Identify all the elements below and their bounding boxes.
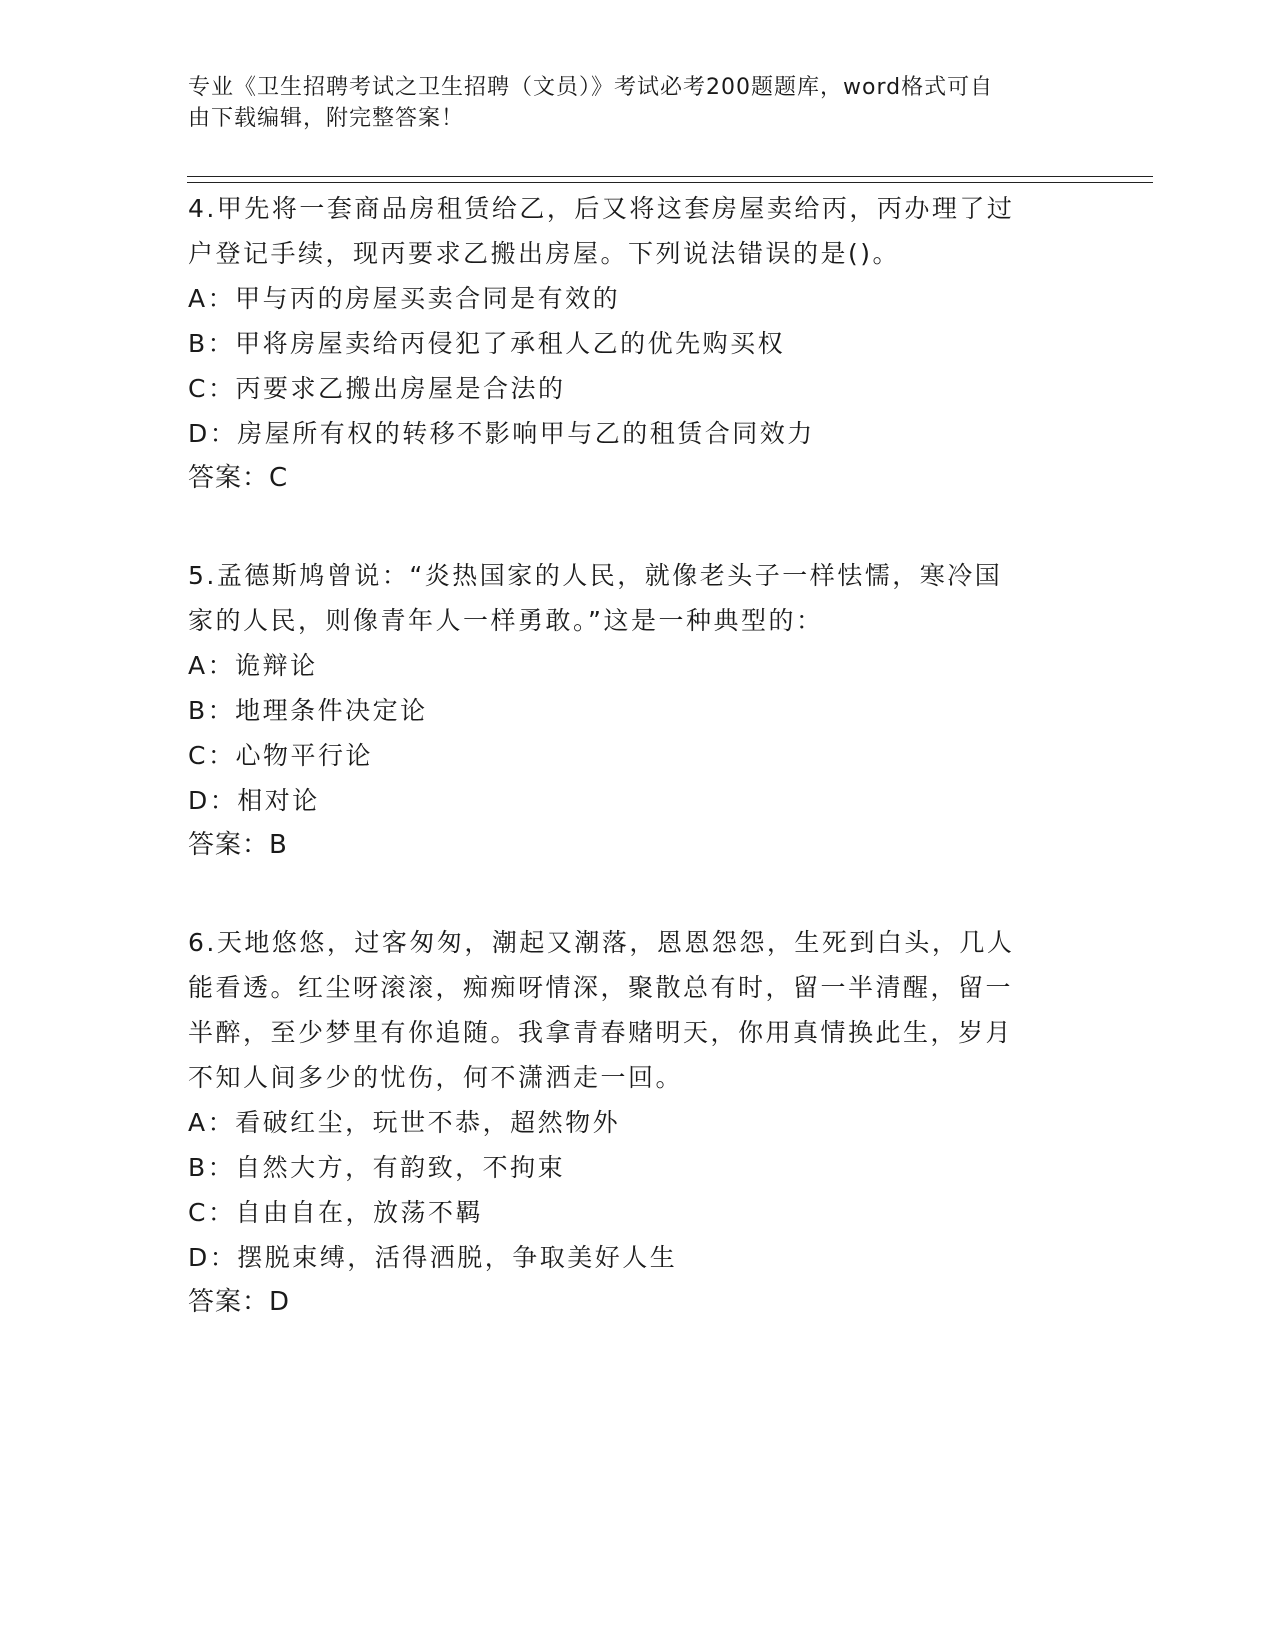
answer-line: 答案：C [188, 463, 289, 493]
option-d: D：摆脱束缚，活得洒脱，争取美好人生 [188, 1243, 678, 1272]
option-a: A：甲与丙的房屋买卖合同是有效的 [188, 284, 621, 313]
option-a: A：看破红尘，玩世不恭，超然物外 [188, 1108, 621, 1137]
header-line-1: 专业《卫生招聘考试之卫生招聘（文员）》考试必考200题题库，word格式可自 [188, 75, 994, 100]
option-a: A：诡辩论 [188, 651, 318, 680]
question-stem-line: 不知人间多少的忧伤，何不潇洒走一回。 [188, 1063, 684, 1092]
answer-line: 答案：B [188, 830, 288, 860]
question-stem-line: 户登记手续，现丙要求乙搬出房屋。下列说法错误的是()。 [188, 239, 901, 268]
question-stem-line: 6.天地悠悠，过客匆匆，潮起又潮落，恩恩怨怨，生死到白头，几人 [188, 928, 1015, 957]
option-d: D：房屋所有权的转移不影响甲与乙的租赁合同效力 [188, 419, 815, 448]
question-stem-line: 家的人民，则像青年人一样勇敢。”这是一种典型的： [188, 606, 824, 635]
option-b: B：地理条件决定论 [188, 696, 428, 725]
header-line-2: 由下载编辑，附完整答案！ [188, 106, 465, 131]
option-b: B：自然大方，有韵致，不拘束 [188, 1153, 566, 1182]
header-rule-bottom [187, 182, 1153, 183]
option-d: D：相对论 [188, 786, 320, 815]
document-header [188, 72, 1078, 134]
question-block-4 [188, 186, 1088, 501]
question-stem-line: 4.甲先将一套商品房租赁给乙，后又将这套房屋卖给丙，丙办理了过 [188, 194, 1015, 223]
option-c: C：丙要求乙搬出房屋是合法的 [188, 374, 566, 403]
header-rule-top [187, 176, 1153, 177]
answer-line: 答案：D [188, 1287, 291, 1317]
question-stem-line: 半醉，至少梦里有你追随。我拿青春赌明天，你用真情换此生，岁月 [188, 1018, 1014, 1047]
option-c: C：心物平行论 [188, 741, 373, 770]
question-stem-line: 5.孟德斯鸠曾说：“炎热国家的人民，就像老头子一样怯懦，寒冷国 [188, 561, 1003, 590]
option-c: C：自由自在，放荡不羁 [188, 1198, 483, 1227]
option-b: B：甲将房屋卖给丙侵犯了承租人乙的优先购买权 [188, 329, 786, 358]
question-block-5 [188, 553, 1088, 868]
question-block-6 [188, 920, 1088, 1325]
question-stem-line: 能看透。红尘呀滚滚，痴痴呀情深，聚散总有时，留一半清醒，留一 [188, 973, 1014, 1002]
